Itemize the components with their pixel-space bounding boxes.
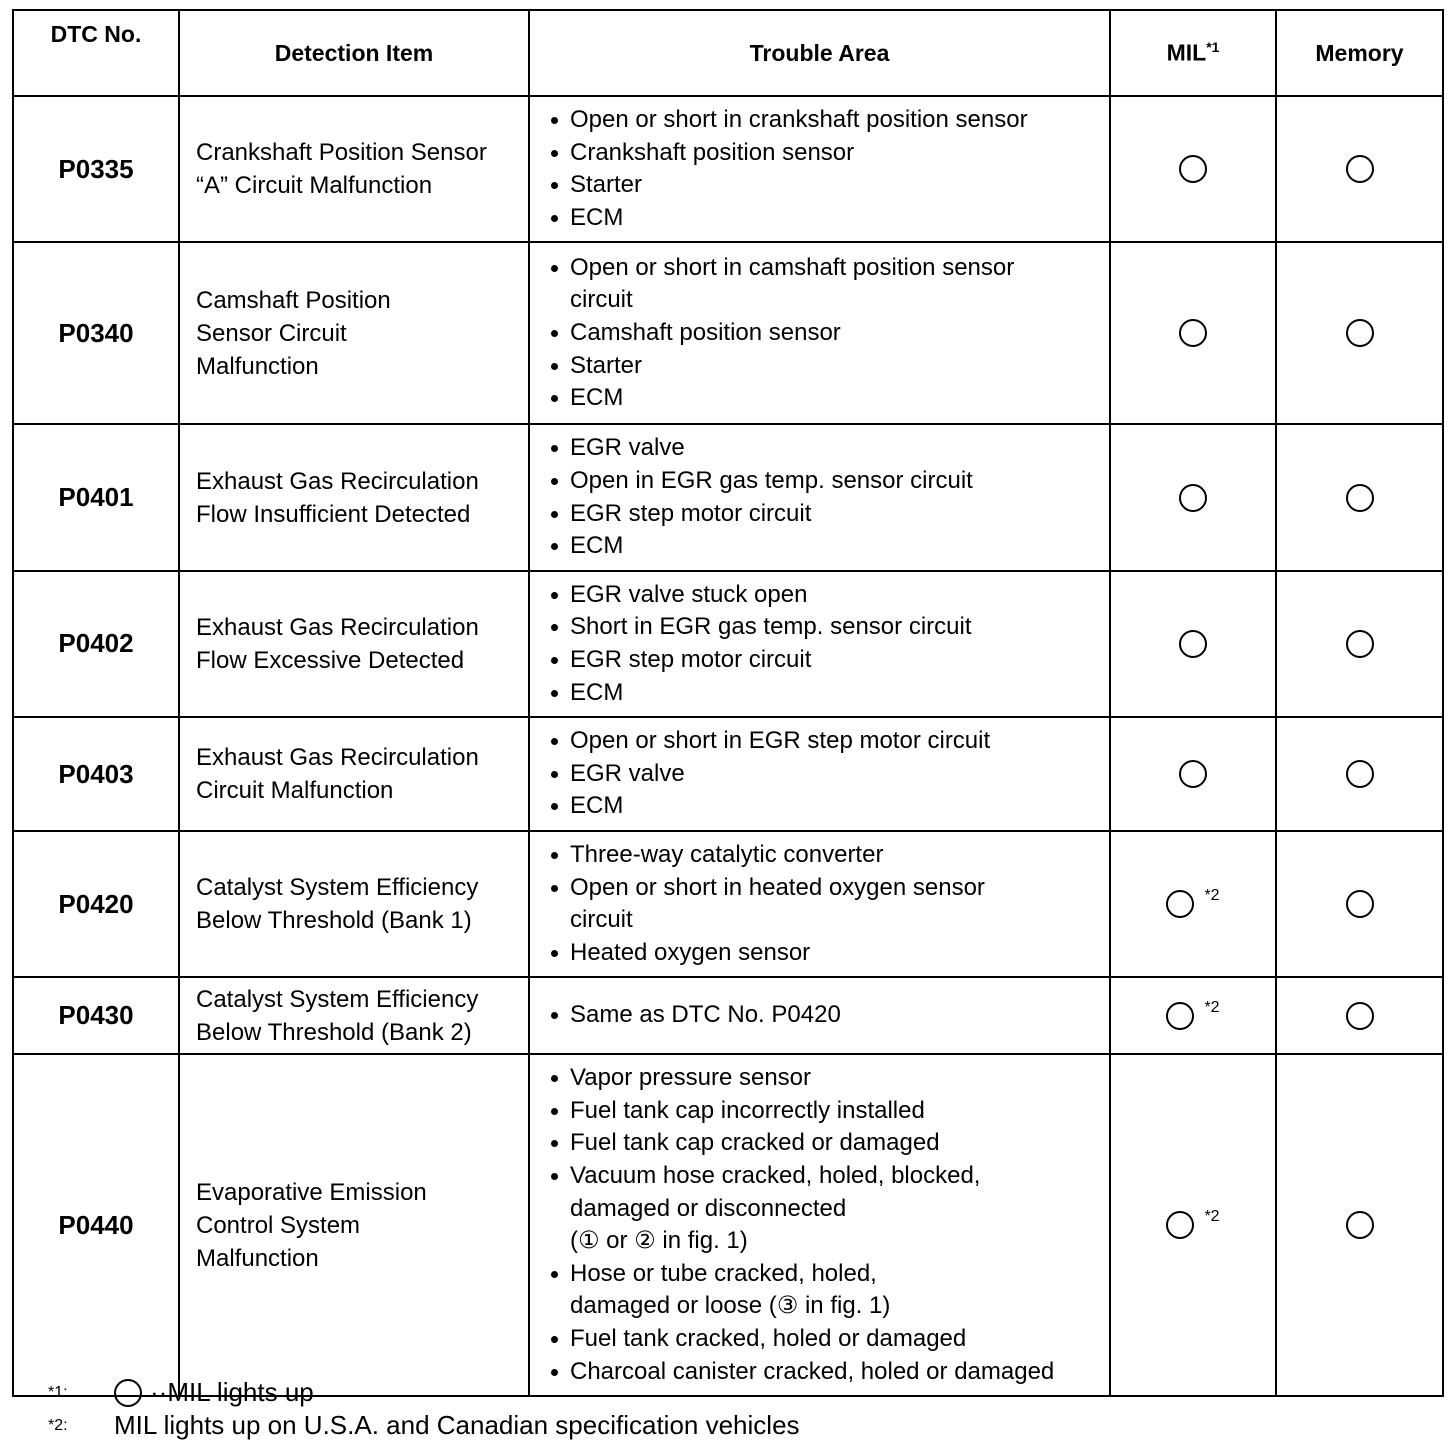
footnotes: [48, 1376, 800, 1442]
table-row: [13, 424, 1443, 570]
trouble-area: [529, 1054, 1110, 1396]
trouble-list: [548, 104, 1101, 234]
trouble-list: [548, 252, 1101, 415]
table-row: [13, 1054, 1443, 1396]
header-mil-note: *1: [1206, 39, 1220, 56]
trouble-item: [548, 350, 1101, 383]
detection-item: [179, 571, 529, 717]
trouble-item: [548, 252, 1101, 317]
dtc-code: P0335: [13, 96, 179, 242]
footnote-text: MIL lights up on U.S.A. and Canadian specification vehicles: [114, 1410, 800, 1440]
detection-line: Below Threshold (Bank 1): [196, 907, 472, 935]
trouble-line: ECM: [570, 203, 624, 231]
trouble-list: [548, 725, 1101, 823]
trouble-area: [529, 242, 1110, 424]
trouble-item: [548, 530, 1101, 563]
footnote-text: ··MIL lights up: [150, 1377, 314, 1407]
circle-mark-icon: [1179, 760, 1207, 788]
dtc-table: [12, 9, 1444, 1397]
mil-cell: [1110, 1054, 1276, 1396]
trouble-list: [548, 999, 1101, 1032]
detection-line: Exhaust Gas Recirculation: [196, 744, 479, 772]
circle-mark-icon: [1346, 1002, 1374, 1030]
mil-cell: [1110, 977, 1276, 1054]
mil-cell: [1110, 717, 1276, 831]
mil-cell: [1110, 96, 1276, 242]
header-trouble-area: Trouble Area: [529, 10, 1110, 96]
trouble-area: [529, 96, 1110, 242]
trouble-line: (① or ② in fig. 1): [570, 1227, 748, 1255]
circle-mark-icon: [1179, 630, 1207, 658]
detection-line: Malfunction: [196, 352, 319, 380]
detection-item: [179, 831, 529, 977]
memory-cell: [1276, 717, 1443, 831]
footnote-2: [48, 1409, 800, 1442]
mil-footnote-ref: *2: [1204, 1208, 1220, 1226]
table-row: [13, 96, 1443, 242]
dtc-table-body: [13, 96, 1443, 1396]
trouble-line: Crankshaft position sensor: [570, 138, 855, 166]
trouble-item: [548, 317, 1101, 350]
trouble-list: [548, 432, 1101, 562]
trouble-line: Hose or tube cracked, holed,: [570, 1259, 877, 1287]
detection-line: Camshaft Position: [196, 286, 391, 314]
detection-item: [179, 96, 529, 242]
detection-item: [179, 717, 529, 831]
detection-line: Flow Excessive Detected: [196, 646, 465, 674]
header-mil-label: MIL: [1166, 39, 1207, 66]
mil-cell: [1110, 831, 1276, 977]
detection-line: “A” Circuit Malfunction: [196, 172, 433, 200]
trouble-item: [548, 725, 1101, 758]
trouble-item: [548, 137, 1101, 170]
trouble-line: EGR step motor circuit: [570, 499, 812, 527]
circle-mark-icon: [1346, 319, 1374, 347]
trouble-line: Open or short in EGR step motor circuit: [570, 727, 991, 755]
trouble-line: EGR valve stuck open: [570, 580, 808, 608]
trouble-area: [529, 831, 1110, 977]
dtc-code: P0402: [13, 571, 179, 717]
trouble-line: circuit: [570, 906, 633, 934]
circle-mark-icon: [1346, 760, 1374, 788]
circle-mark-icon: [1166, 890, 1194, 918]
table-row: [13, 571, 1443, 717]
trouble-item: [548, 611, 1101, 644]
trouble-line: damaged or disconnected: [570, 1194, 847, 1222]
trouble-line: ECM: [570, 792, 624, 820]
memory-cell: [1276, 1054, 1443, 1396]
trouble-item: [548, 465, 1101, 498]
trouble-item: [548, 872, 1101, 937]
trouble-item: [548, 937, 1101, 970]
trouble-item: [548, 104, 1101, 137]
trouble-item: [548, 202, 1101, 235]
circle-mark-icon: [1179, 484, 1207, 512]
trouble-item: [548, 1095, 1101, 1128]
trouble-line: Open in EGR gas temp. sensor circuit: [570, 466, 973, 494]
mil-footnote-ref: *2: [1204, 887, 1220, 905]
trouble-line: EGR valve: [570, 759, 685, 787]
trouble-item: [548, 790, 1101, 823]
trouble-item: [548, 579, 1101, 612]
trouble-item: [548, 644, 1101, 677]
detection-item: [179, 242, 529, 424]
trouble-line: ECM: [570, 532, 624, 560]
trouble-list: [548, 1062, 1101, 1388]
trouble-line: Starter: [570, 351, 643, 379]
trouble-line: ECM: [570, 678, 624, 706]
detection-line: Malfunction: [196, 1244, 319, 1272]
trouble-line: damaged or loose (③ in fig. 1): [570, 1292, 891, 1320]
trouble-item: [548, 1258, 1101, 1323]
mil-cell: [1110, 242, 1276, 424]
trouble-area: [529, 424, 1110, 570]
trouble-list: [548, 579, 1101, 709]
trouble-line: Vapor pressure sensor: [570, 1064, 812, 1092]
detection-item: [179, 977, 529, 1054]
trouble-line: Starter: [570, 171, 643, 199]
table-row: [13, 977, 1443, 1054]
circle-mark-icon: [1166, 1211, 1194, 1239]
trouble-line: Fuel tank cap incorrectly installed: [570, 1096, 925, 1124]
trouble-item: [548, 839, 1101, 872]
trouble-list: [548, 839, 1101, 969]
trouble-line: Same as DTC No. P0420: [570, 1001, 841, 1029]
trouble-line: Heated oxygen sensor: [570, 938, 811, 966]
trouble-item: [548, 498, 1101, 531]
circle-mark-icon: [1346, 484, 1374, 512]
trouble-line: Open or short in crankshaft position sensor: [570, 106, 1028, 133]
trouble-item: [548, 382, 1101, 415]
trouble-item: [548, 1127, 1101, 1160]
mil-cell: [1110, 424, 1276, 570]
table-row: [13, 717, 1443, 831]
circle-mark-icon: [1179, 319, 1207, 347]
trouble-item: [548, 758, 1101, 791]
circle-mark-icon: [1346, 155, 1374, 183]
detection-line: Below Threshold (Bank 2): [196, 1018, 472, 1046]
circle-mark-icon: [1179, 155, 1207, 183]
dtc-code: P0403: [13, 717, 179, 831]
dtc-code: P0430: [13, 977, 179, 1054]
trouble-line: EGR valve: [570, 434, 685, 462]
trouble-area: [529, 717, 1110, 831]
trouble-item: [548, 677, 1101, 710]
dtc-code: P0420: [13, 831, 179, 977]
detection-line: Exhaust Gas Recirculation: [196, 467, 479, 495]
trouble-item: [548, 1323, 1101, 1356]
trouble-line: ECM: [570, 384, 624, 412]
detection-item: [179, 1054, 529, 1396]
dtc-code: P0340: [13, 242, 179, 424]
footnote-key: *1:: [48, 1384, 68, 1401]
trouble-item: [548, 1160, 1101, 1258]
trouble-line: Open or short in camshaft position sensor: [570, 253, 1015, 281]
trouble-line: circuit: [570, 286, 633, 314]
table-row: [13, 242, 1443, 424]
circle-mark-icon: [1346, 1211, 1374, 1239]
header-memory: Memory: [1276, 10, 1443, 96]
circle-mark-icon: [114, 1379, 142, 1407]
circle-mark-icon: [1346, 890, 1374, 918]
header-mil: [1110, 10, 1276, 96]
table-row: [13, 831, 1443, 977]
dtc-code: P0440: [13, 1054, 179, 1396]
trouble-item: [548, 999, 1101, 1032]
memory-cell: [1276, 977, 1443, 1054]
mil-footnote-ref: *2: [1204, 998, 1220, 1016]
detection-line: Catalyst System Efficiency: [196, 874, 479, 902]
memory-cell: [1276, 96, 1443, 242]
trouble-area: [529, 571, 1110, 717]
detection-line: Sensor Circuit: [196, 319, 347, 347]
header-detection-item: Detection Item: [179, 10, 529, 96]
detection-line: Exhaust Gas Recirculation: [196, 613, 479, 641]
footnote-1: [48, 1376, 800, 1409]
mil-cell: [1110, 571, 1276, 717]
trouble-line: EGR step motor circuit: [570, 645, 812, 673]
trouble-line: Open or short in heated oxygen sensor: [570, 873, 985, 901]
trouble-line: Short in EGR gas temp. sensor circuit: [570, 613, 972, 641]
trouble-line: Camshaft position sensor: [570, 319, 841, 347]
footnote-key: *2:: [48, 1417, 68, 1434]
detection-item: [179, 424, 529, 570]
trouble-item: [548, 169, 1101, 202]
memory-cell: [1276, 242, 1443, 424]
trouble-area: [529, 977, 1110, 1054]
memory-cell: [1276, 831, 1443, 977]
detection-line: Crankshaft Position Sensor: [196, 139, 487, 167]
detection-line: Catalyst System Efficiency: [196, 985, 479, 1013]
memory-cell: [1276, 424, 1443, 570]
trouble-line: Vacuum hose cracked, holed, blocked,: [570, 1162, 981, 1190]
trouble-line: Fuel tank cap cracked or damaged: [570, 1129, 940, 1157]
detection-line: Evaporative Emission: [196, 1178, 427, 1206]
trouble-item: [548, 1062, 1101, 1095]
trouble-line: Three-way catalytic converter: [570, 840, 884, 868]
header-dtc-no: DTC No.: [13, 10, 179, 96]
trouble-line: Fuel tank cracked, holed or damaged: [570, 1325, 967, 1353]
detection-line: Flow Insufficient Detected: [196, 500, 471, 528]
header-row: [13, 10, 1443, 96]
circle-mark-icon: [1346, 630, 1374, 658]
detection-line: Circuit Malfunction: [196, 777, 394, 805]
trouble-item: [548, 432, 1101, 465]
memory-cell: [1276, 571, 1443, 717]
detection-line: Control System: [196, 1211, 361, 1239]
trouble-line: Charcoal canister cracked, holed or damaged: [570, 1357, 1055, 1385]
dtc-code: P0401: [13, 424, 179, 570]
circle-mark-icon: [1166, 1002, 1194, 1030]
